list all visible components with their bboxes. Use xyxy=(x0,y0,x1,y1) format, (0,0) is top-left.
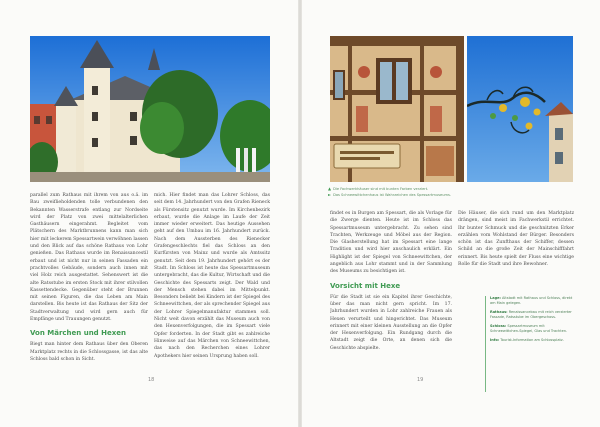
page-number-right: 19 xyxy=(417,377,424,383)
right-column-1-text: findet es in Burgen am Spessart, die als Vorlage für die Zwerge dienten. Heute ist im Schloss das Spessartmuseum untergebracht. Zu sehen sind Trachten, Werkzeuge und Möbel aus der Region. Die Glasherstellung hat im Spessart eine lange Tradition und wird hier anschaulich erklärt. Ein Highlight ist der Spiegel von Schneewittchen, der angeblich aus Lohr stammt und in der Sammlung des Museums zu besichtigen ist. xyxy=(330,211,452,275)
caption-line-2: ► Das Schneewittchenhaus ist Wahrzeichen des Spessartmuseums. xyxy=(328,192,452,197)
section-heading-hexe: Vorsicht mit Hexe xyxy=(330,281,401,290)
right-column-2-text: Die Häuser, die sich rund um den Marktplatz drängen, sind meist im Fachwerkstil errichtet. Ihr bunter Schmuck und die geschnitzten Erker erzählen vom Wohlstand der Bürger. Besonders schön ist das Zunfthaus der Schiffer, dessen Schild an die große Zeit der Mainschifffahrt erinnert. Bis heute spielt der Fluss eine wichtige Rolle für die Stadt und ihre Bewohner. xyxy=(458,211,574,268)
left-column-1-text: parallel zum Rathaus mit ihrem von aus o.ä. im Bau zweiflieholdenden tolle verbundenen den Bekannten Wasserstrafe entlang zur Nordseite wird der Platz von zwei mittelalterlichen Gasthäusern eingerahmt. Begleitet vom Plätschern des Marktbrunnens kann man sich hier mit leckerem Spessartwein verwöhnen lassen und den Blick auf das schöne Rathaus von Lohr genießen. Das Rathaus wurde im Renaissancestil erbaut und ist nicht nur in seinen Fassaden ein prachtvolles Gebäude, sondern auch innen mit viel Holz reich ausgestattet. Sehenswert ist die alte Ratsstube im ersten Stock mit ihrer stilvollen Kassettendecke. Gegenüber steht der Brunnen mit seinen Figuren, die das Leben am Main darstellen. Bis heute ist das Rathaus der Sitz der Stadtverwaltung und wird gern auch für Empfänge und Trauungen genutzt. xyxy=(30,193,148,323)
photo-caption xyxy=(328,186,468,198)
right-column-2 xyxy=(458,210,574,290)
info-item: Info: Tourist-Information am Schlossplatz. xyxy=(490,338,564,342)
left-column-1-tail: Biegt man hinter dem Rathaus über den Oberen Marktplatz rechts in die Schlossgasse, ist das alte Schloss bald schon in Sicht. xyxy=(30,342,148,362)
right-page xyxy=(302,0,600,427)
right-column-1-tail: Für die Stadt ist sie ein Kapitel ihrer Geschichte, über das man nicht gern spricht. Im 17. Jahrhundert wurden in Lohr zahlreiche Frauen als Hexen verurteilt und hingerichtet. Das Museum erinnert mit einer kleinen Ausstellung an die Opfer der Hexenverfolgung. Ein Rundgang durch die Altstadt zeigt die Orte, an denen sich die Geschichte abspielte. xyxy=(330,294,452,351)
castle-photo xyxy=(30,36,270,182)
info-item: Rathaus: Renaissancebau mit reich verzierter Fassade, Ratsstube im Obergeschoss. xyxy=(490,310,572,319)
section-heading-maerchen: Von Märchen und Hexen xyxy=(30,329,126,338)
left-column-2-text: mich. Hier findet man das Lohrer Schloss, das seit dem 14. Jahrhundert von den Grafen Rieneck als Fürstensitz genutzt wurde. Im Kirchenbezirk erbaut, wurde die Anlage im Laufe der Zeit immer wieder erweitert. Das heutige Aussehen geht auf den Umbau im 16. Jahrhundert zurück. Nach dem Aussterben des Rienecker Grafengeschlechts fiel das Schloss an den Kurfürsten von Mainz und wurde als Amtssitz genutzt. Seit dem 19. Jahrhundert gehört es der Stadt. Im Schloss ist heute das Spessartmuseum untergebracht, das die Kultur, Wirtschaft und die Geschichte des Spessarts zeigt. Der Wald und der Mensch stehen dabei im Mittelpunkt. Besonders beliebt bei Kindern ist der Spiegel des Schneewittchen, der als sprechender Spiegel aus der Lohrer Spiegelmanufaktur stammen soll. Nicht weit davon erzählt das Museum auch von den Hexenverfolgungen, die im Spessart viele Opfer forderten. In der Stadt gibt es zahlreiche Hinweise auf das Märchen von Schneewittchen, das nach den Recherchen eines Lohrer Apothekers hier seinen Ursprung haben soll. xyxy=(154,193,270,359)
page-number-left: 18 xyxy=(148,377,155,383)
triangle-right-icon: ► xyxy=(328,192,332,197)
info-box xyxy=(485,296,574,392)
left-page xyxy=(0,0,298,427)
info-item: Lage: Altstadt mit Rathaus und Schloss, direkt am Main gelegen. xyxy=(490,296,573,305)
left-column-2 xyxy=(154,192,270,382)
half-timbered-house-photo xyxy=(330,36,464,182)
caption-line-1: ▲ Die Fachwerkhäuser sind mit bunten Farben verziert. xyxy=(328,186,429,191)
iron-sign-photo xyxy=(467,36,573,182)
triangle-up-icon: ▲ xyxy=(328,186,332,191)
info-item: Schloss: Spessartmuseum mit Schneewittchen-Spiegel, Glas und Trachten. xyxy=(490,324,568,333)
right-column-1 xyxy=(330,210,452,382)
left-column-1 xyxy=(30,192,148,382)
